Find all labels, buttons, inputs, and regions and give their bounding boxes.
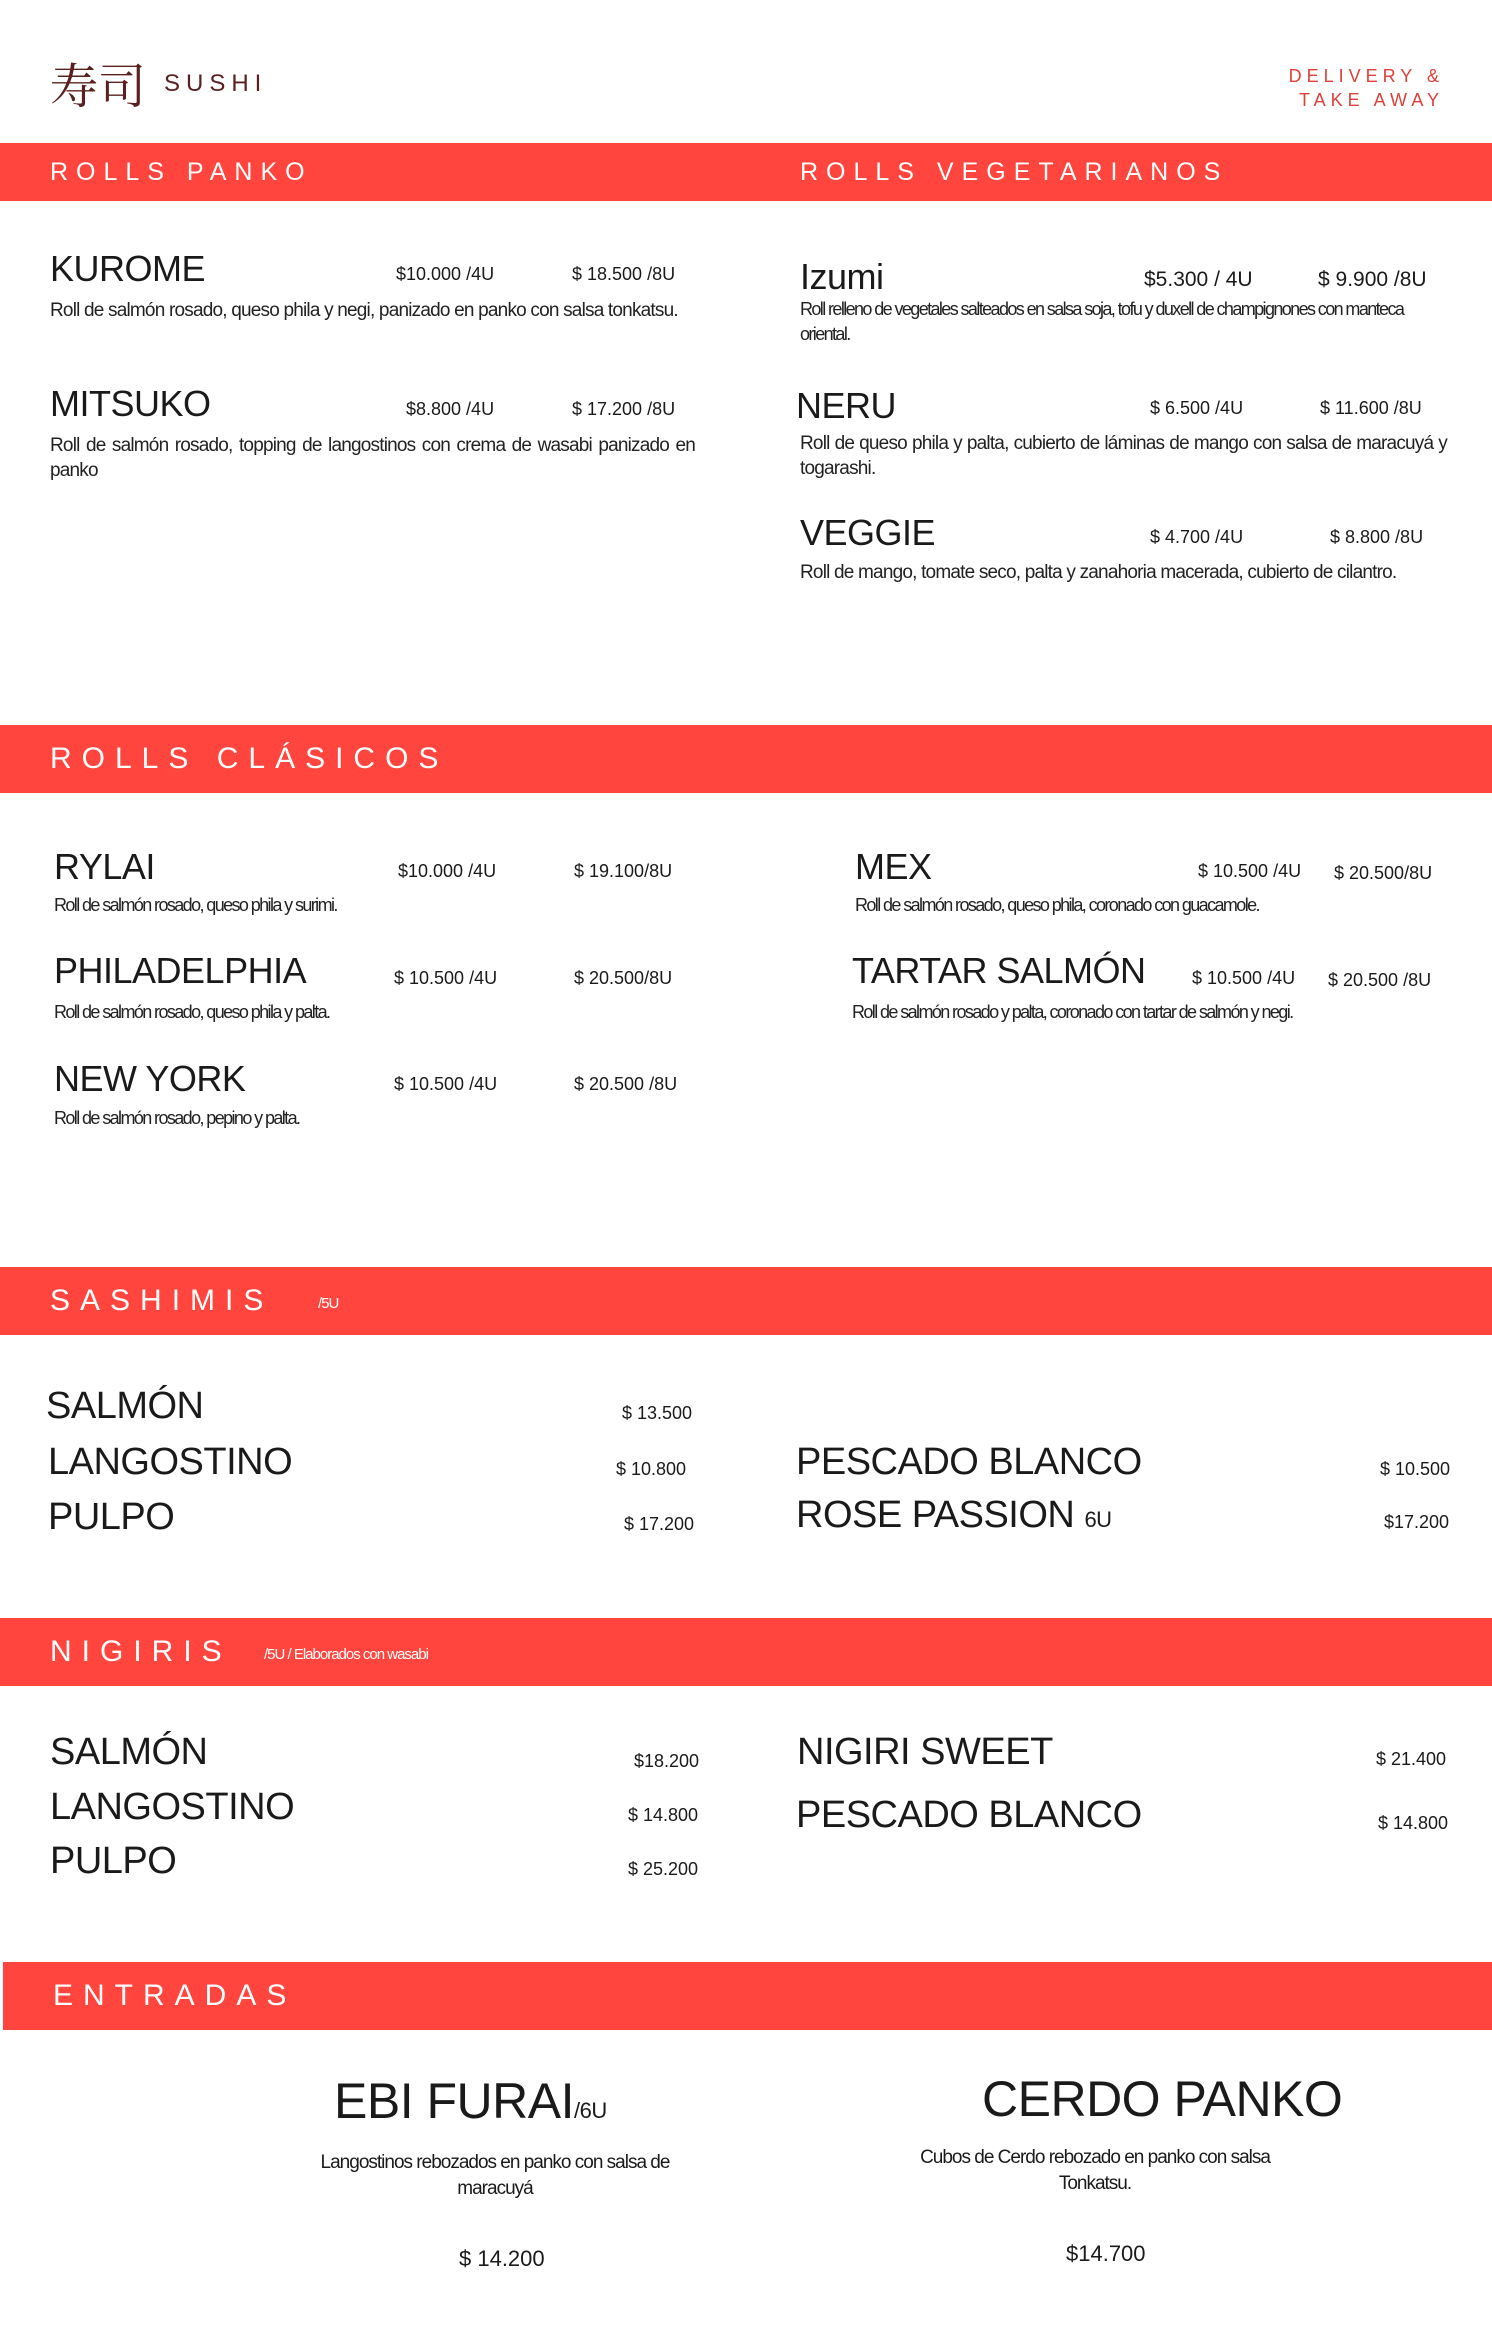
section-note-sashimis: /5U (318, 1295, 339, 1312)
item-name-text: ROSE PASSION (796, 1494, 1075, 1536)
item-name: PESCADO BLANCO (796, 1441, 1142, 1483)
item-description: Roll de salmón rosado y palta, coronado con tartar de salmón y negi. (852, 1002, 1293, 1022)
delivery-line-1: DELIVERY & (1288, 66, 1444, 86)
item-description: Roll de salmón rosado, queso phila y negi, panizado en panko con salsa tonkatsu. (50, 300, 678, 321)
item-price-4u: $ 10.500 /4U (1198, 861, 1302, 881)
item-name: NEW YORK (54, 1058, 246, 1099)
item-name: VEGGIE (800, 512, 936, 553)
item-description: Roll de salmón rosado, topping de langostinos con crema de wasabi panizado en panko (50, 435, 695, 481)
section-title-rolls-vegetarianos: ROLLS VEGETARIANOS (800, 158, 1229, 186)
item-name: PULPO (50, 1840, 177, 1882)
item-price-8u: $ 20.500 /8U (574, 1074, 678, 1094)
entry-description: Langostinos rebozados en panko con salsa de maracuyá (320, 2152, 670, 2199)
item-description: Roll de salmón rosado, queso phila y surimi. (54, 895, 337, 915)
item-name: Izumi (800, 256, 884, 297)
item-price: $ 10.800 (616, 1459, 687, 1479)
delivery-line-2: TAKE AWAY (1298, 90, 1444, 110)
entry-price: $14.700 (1066, 2241, 1146, 2266)
item-name: LANGOSTINO (48, 1441, 293, 1483)
item-price-4u: $ 6.500 /4U (1150, 398, 1244, 418)
entry-name-text: EBI FURAI (334, 2073, 574, 2129)
item-description: Roll de mango, tomate seco, palta y zanahoria macerada, cubierto de cilantro. (800, 562, 1397, 583)
item-name: NIGIRI SWEET (797, 1731, 1053, 1773)
item-name: PHILADELPHIA (54, 950, 307, 991)
section-band-entradas (3, 1962, 1492, 2030)
item-price: $ 14.800 (628, 1805, 699, 1825)
section-title-rolls-clasicos: ROLLS CLÁSICOS (50, 742, 449, 775)
item-name: MITSUKO (50, 383, 211, 424)
item-price-4u: $10.000 /4U (398, 861, 497, 881)
entry-name-suffix: /6U (573, 2098, 607, 2123)
item-name: NERU (796, 385, 897, 426)
item-name-suffix: 6U (1084, 1507, 1112, 1532)
section-band-rolls-clasicos (0, 725, 1492, 793)
item-price: $18.200 (634, 1751, 700, 1771)
item-price: $ 17.200 (624, 1514, 695, 1534)
entry-description: Cubos de Cerdo rebozado en panko con salsa Tonkatsu. (920, 2147, 1270, 2194)
section-title-sashimis: SASHIMIS (50, 1284, 274, 1317)
item-price: $ 10.500 (1380, 1459, 1451, 1479)
section-title-nigiris: NIGIRIS (50, 1635, 232, 1668)
item-price-8u: $ 20.500/8U (574, 968, 673, 988)
section-band-rolls-panko (0, 143, 1492, 201)
section-title-entradas: ENTRADAS (53, 1979, 297, 2012)
section-title-rolls-panko: ROLLS PANKO (50, 158, 313, 186)
item-price: $ 13.500 (622, 1403, 693, 1423)
item-description: Roll de salmón rosado, pepino y palta. (54, 1108, 300, 1128)
section-note-nigiris: /5U / Elaborados con wasabi (264, 1646, 428, 1663)
item-name: TARTAR SALMÓN (852, 950, 1146, 991)
item-name: PESCADO BLANCO (796, 1794, 1142, 1836)
item-description: Roll de queso phila y palta, cubierto de láminas de mango con salsa de maracuyá y togarashi. (800, 433, 1447, 479)
item-name: SALMÓN (46, 1385, 204, 1427)
item-description: Roll de salmón rosado, queso phila, coronado con guacamole. (855, 895, 1259, 915)
item-name: KUROME (50, 248, 206, 289)
item-name: PULPO (48, 1496, 175, 1538)
logo-text: SUSHI (164, 70, 268, 97)
item-price-8u: $ 18.500 /8U (572, 264, 676, 284)
entry-name-text: CERDO PANKO (982, 2071, 1343, 2127)
logo-kanji: 寿司 (50, 59, 147, 115)
entry-name (982, 2070, 1342, 2128)
item-price-8u: $ 20.500 /8U (1328, 970, 1432, 990)
item-price: $ 21.400 (1376, 1749, 1447, 1769)
item-price: $ 25.200 (628, 1859, 699, 1879)
section-band-sashimis (0, 1267, 1492, 1335)
item-price-4u: $10.000 /4U (396, 264, 495, 284)
item-price-4u: $ 10.500 /4U (394, 1074, 498, 1094)
item-name: RYLAI (54, 846, 155, 887)
item-price-4u: $5.300 / 4U (1144, 268, 1253, 291)
item-price-4u: $ 4.700 /4U (1150, 527, 1244, 547)
item-price-8u: $ 19.100/8U (574, 861, 673, 881)
item-price-8u: $ 17.200 /8U (572, 399, 676, 419)
item-price-4u: $ 10.500 /4U (394, 968, 498, 988)
item-description: Roll de salmón rosado, queso phila y palta. (54, 1002, 330, 1022)
item-name: LANGOSTINO (50, 1786, 295, 1828)
item-price-8u: $ 9.900 /8U (1318, 268, 1427, 291)
item-description: Roll relleno de vegetales salteados en salsa soja, tofu y duxell de champignones con manteca oriental. (800, 299, 1404, 344)
item-name: SALMÓN (50, 1731, 208, 1773)
item-price-4u: $ 10.500 /4U (1192, 968, 1296, 988)
entry-name (334, 2072, 607, 2130)
section-band-nigiris (0, 1618, 1492, 1686)
item-price-4u: $8.800 /4U (406, 399, 495, 419)
item-name: MEX (855, 846, 932, 887)
delivery-badge (1289, 64, 1444, 112)
item-price: $ 14.800 (1378, 1813, 1449, 1833)
item-name (796, 1494, 1112, 1537)
item-price-8u: $ 11.600 /8U (1320, 398, 1422, 418)
item-price: $17.200 (1384, 1512, 1450, 1532)
item-price-8u: $ 8.800 /8U (1330, 527, 1424, 547)
item-price-8u: $ 20.500/8U (1334, 863, 1433, 883)
entry-price: $ 14.200 (459, 2246, 545, 2271)
